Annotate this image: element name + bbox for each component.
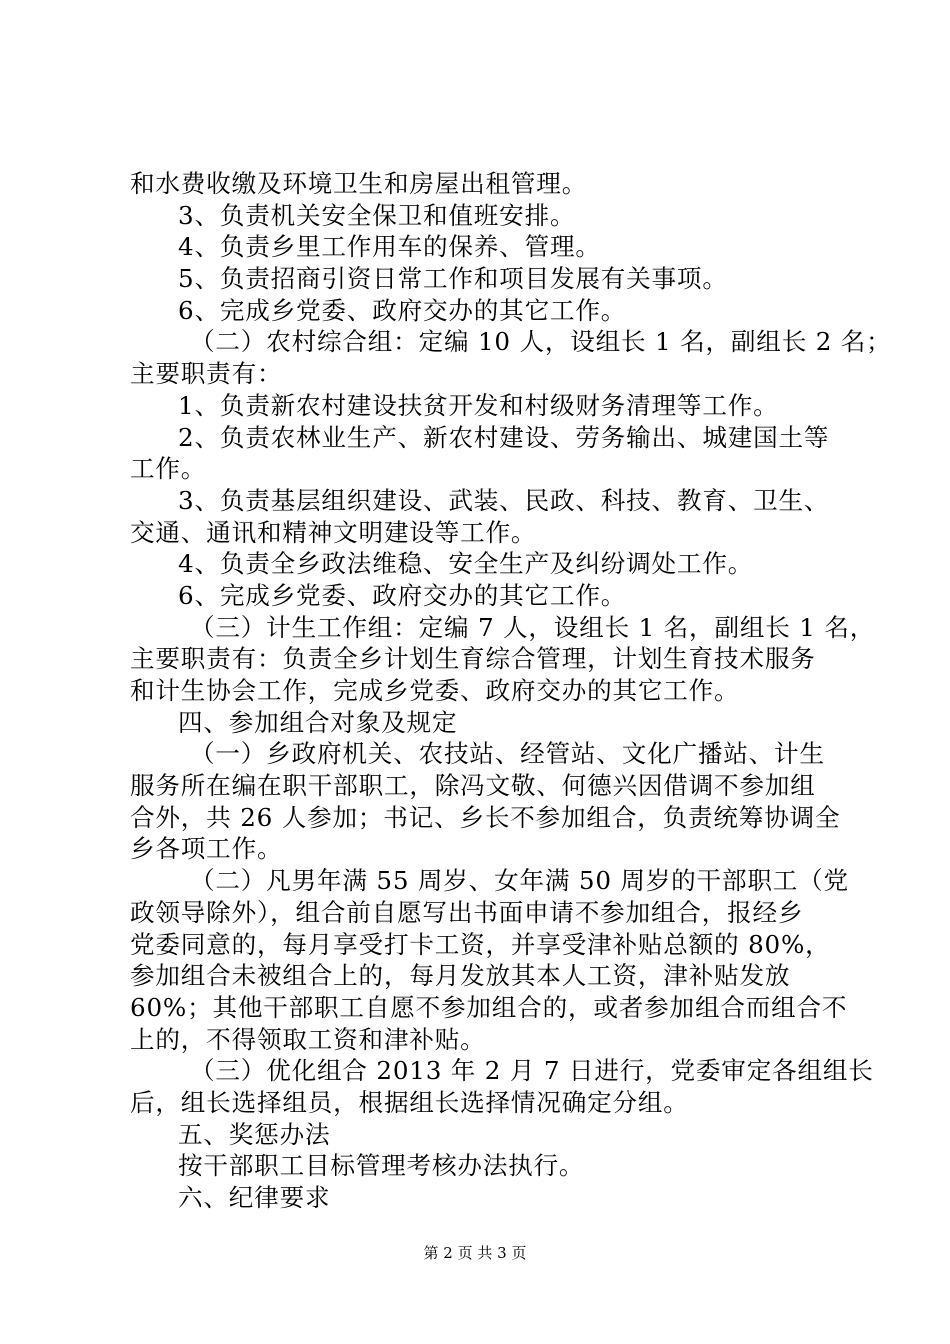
text-line: （一）乡政府机关、农技站、经管站、文化广播站、计生 xyxy=(190,739,825,769)
section-heading: （二）农村综合组：定编 10 人，设组长 1 名，副组长 2 名； xyxy=(190,327,892,357)
text-line: 按干部职工目标管理考核办法执行。 xyxy=(178,1151,585,1181)
text-line: 主要职责有： xyxy=(130,359,283,389)
text-line: 60%；其他干部职工自愿不参加组合的，或者参加组合而组合不 xyxy=(130,992,848,1022)
text-line: 工作。 xyxy=(130,454,207,484)
section-heading: 五、奖惩办法 xyxy=(178,1119,331,1149)
page-footer xyxy=(0,1243,950,1263)
text-line: 和计生协会工作，完成乡党委、政府交办的其它工作。 xyxy=(130,676,740,705)
section-heading: 六、纪律要求 xyxy=(178,1183,331,1212)
text-line: 6、完成乡党委、政府交办的其它工作。 xyxy=(178,580,627,610)
text-line: 6、完成乡党委、政府交办的其它工作。 xyxy=(178,295,627,325)
text-line: 服务所在编在职干部职工，除冯文敬、何德兴因借调不参加组 xyxy=(130,771,816,801)
text-line: 1、负责新农村建设扶贫开发和村级财务清理等工作。 xyxy=(178,390,779,420)
text-line: 交通、通讯和精神文明建设等工作。 xyxy=(130,517,537,547)
text-line: （三）优化组合 2013 年 2 月 7 日进行，党委审定各组组长 xyxy=(190,1056,874,1086)
text-line: 后，组长选择组员，根据组长选择情况确定分组。 xyxy=(130,1087,689,1117)
text-line: 5、负责招商引资日常工作和项目发展有关事项。 xyxy=(178,264,728,294)
text-line: （二）凡男年满 55 周岁、女年满 50 周岁的干部职工（党 xyxy=(190,866,849,896)
section-heading: （三）计生工作组：定编 7 人，设组长 1 名，副组长 1 名， xyxy=(190,612,876,642)
text-line: 合外，共 26 人参加；书记、乡长不参加组合，负责统筹协调全 xyxy=(130,802,841,832)
section-heading: 四、参加组合对象及规定 xyxy=(178,707,458,737)
page-number-label: 第 2 页 共 3 页 xyxy=(423,1244,527,1262)
text-line: 2、负责农林业生产、新农村建设、劳务输出、城建国土等 xyxy=(178,422,830,452)
text-line: 和水费收缴及环境卫生和房屋出租管理。 xyxy=(130,169,588,198)
text-line: 政领导除外），组合前自愿写出书面申请不参加组合，报经乡 xyxy=(130,897,804,927)
text-line: 4、负责乡里工作用车的保养、管理。 xyxy=(178,232,601,262)
text-line: 参加组合未被组合上的，每月发放其本人工资，津补贴发放 xyxy=(130,961,791,991)
text-line: 党委同意的，每月享受打卡工资，并享受津补贴总额的 80%， xyxy=(130,929,831,959)
text-line: 乡各项工作。 xyxy=(130,834,283,864)
text-line: 3、负责机关安全保卫和值班安排。 xyxy=(178,200,576,230)
text-line: 4、负责全乡政法维稳、安全生产及纠纷调处工作。 xyxy=(178,549,754,579)
text-line: 3、负责基层组织建设、武装、民政、科技、教育、卫生、 xyxy=(178,485,830,515)
text-line: 上的，不得领取工资和津补贴。 xyxy=(130,1024,486,1054)
text-line: 主要职责有：负责全乡计划生育综合管理，计划生育技术服务 xyxy=(130,644,816,674)
document-body xyxy=(130,168,892,1214)
